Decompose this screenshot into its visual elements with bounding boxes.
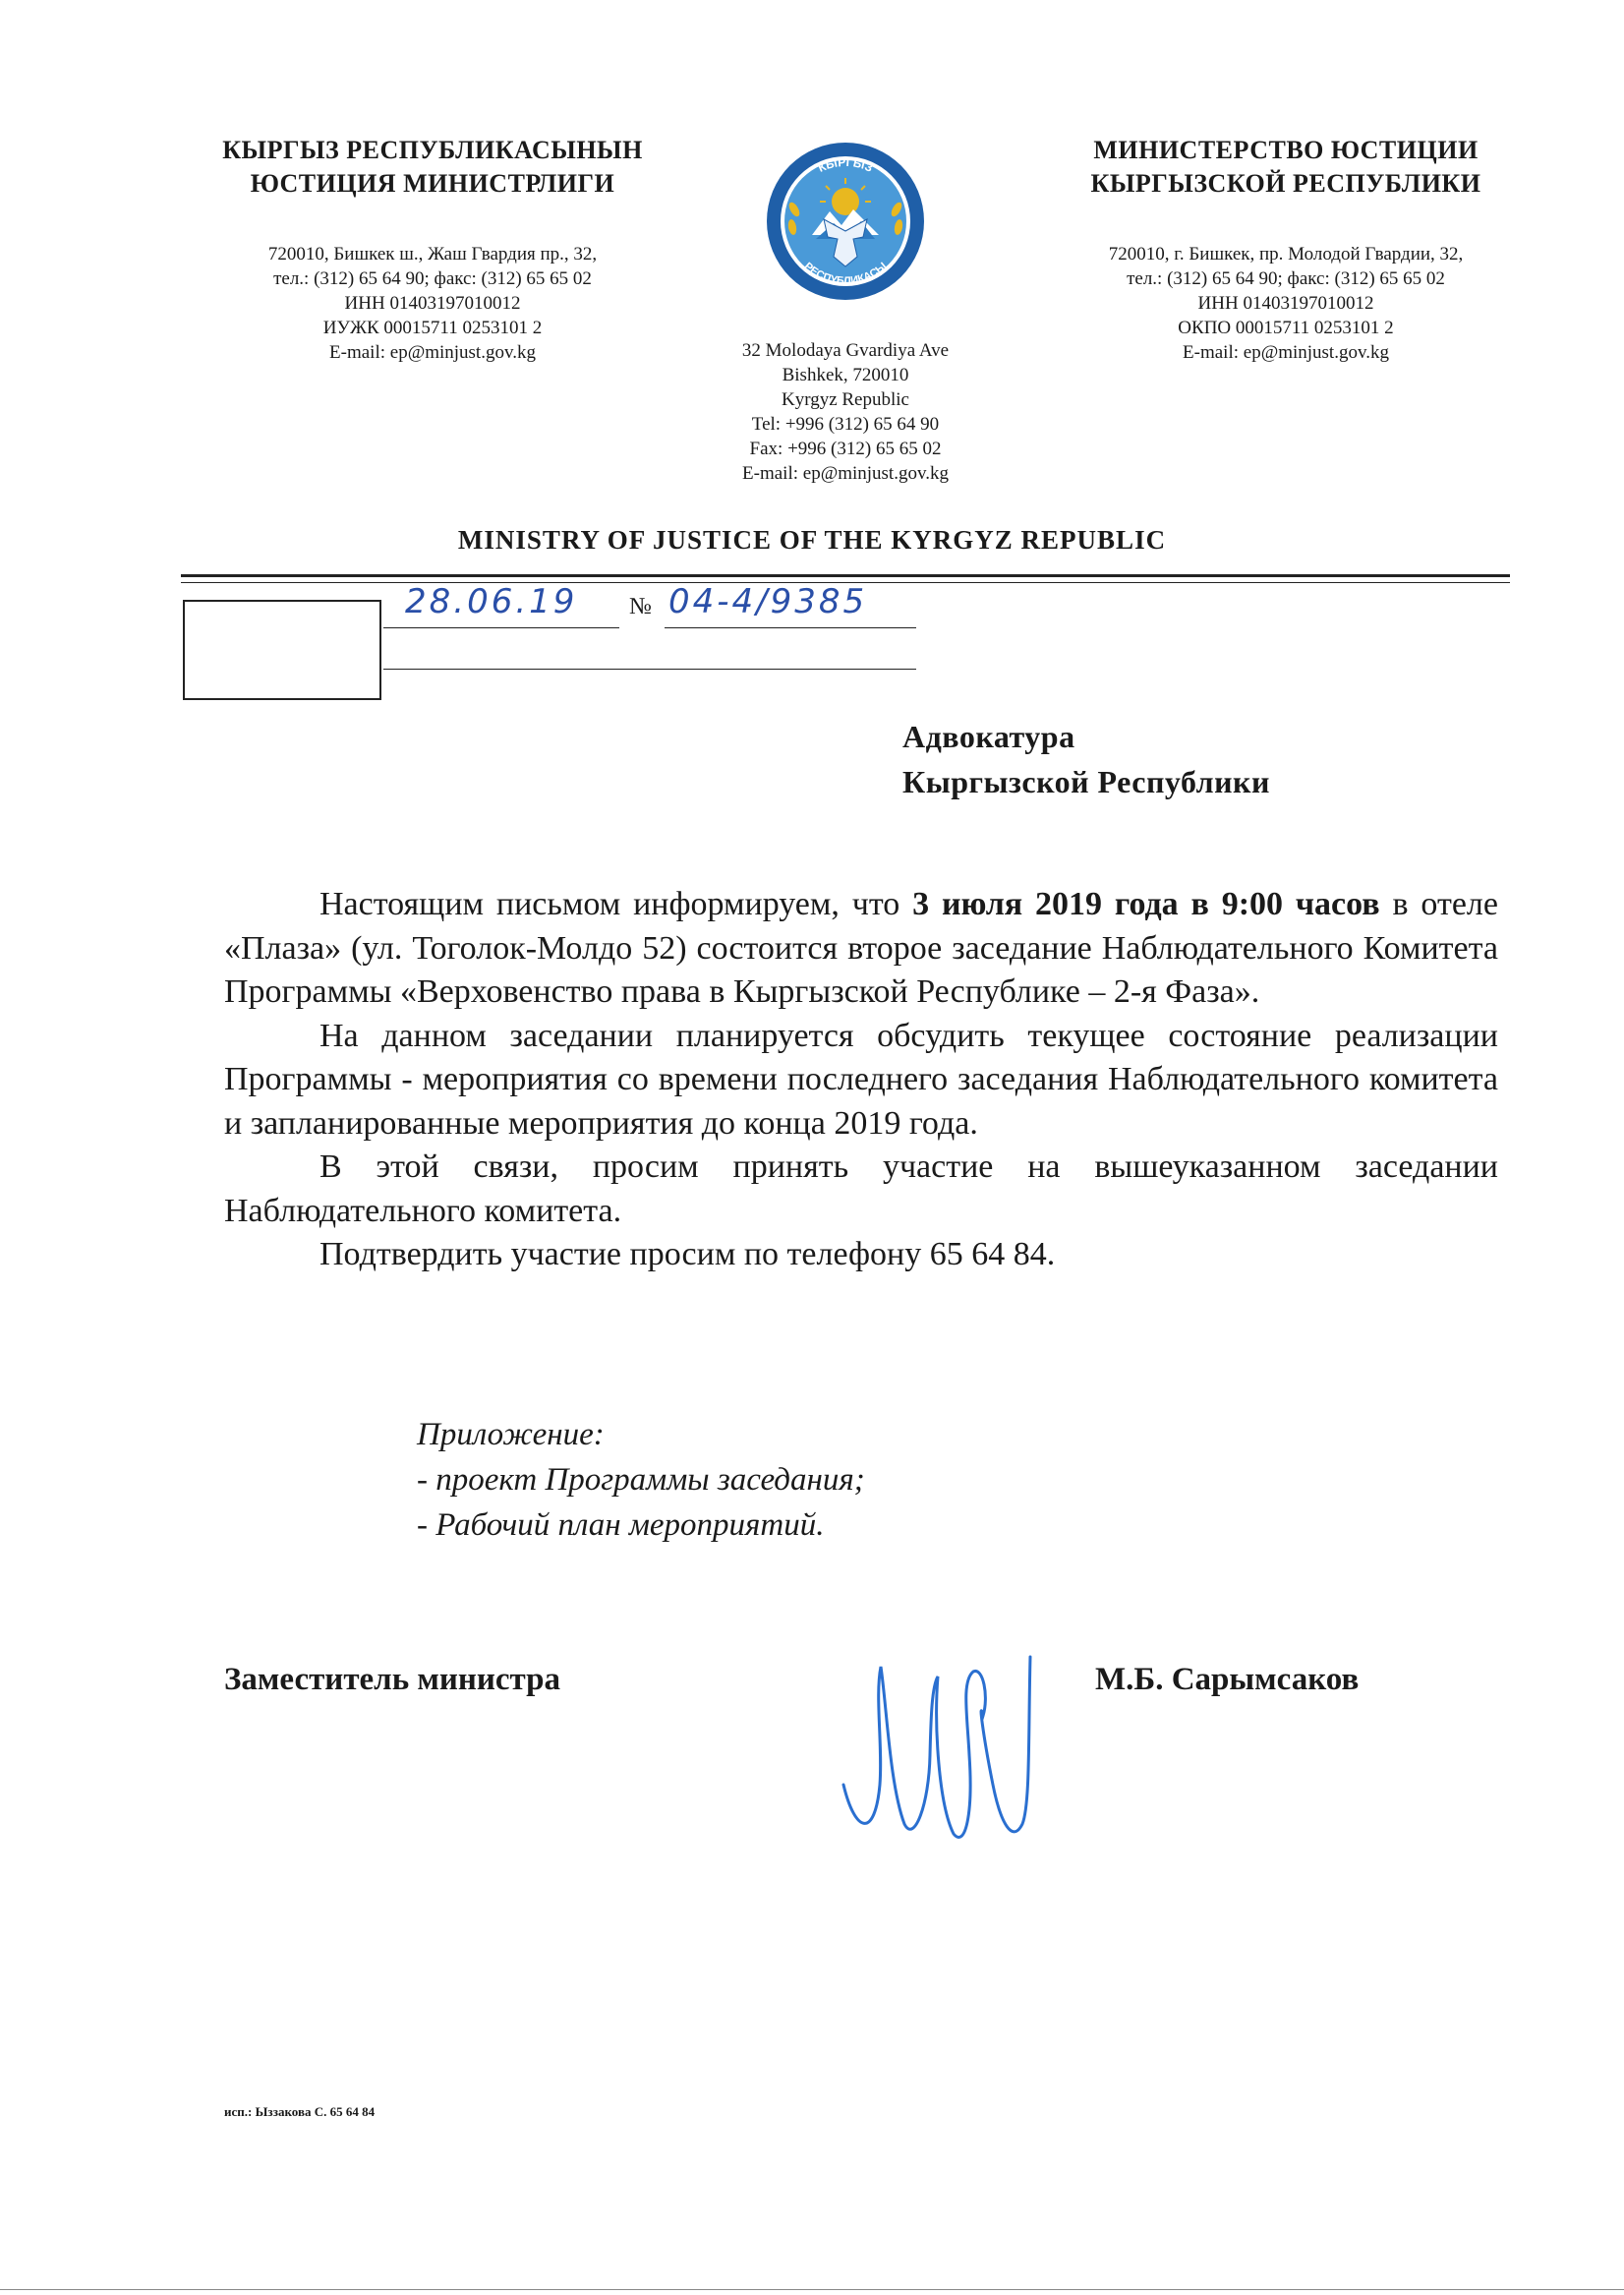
body-paragraph-3: В этой связи, просим принять участие на вышеуказанном заседании Наблюдательного комитета. [224,1148,1498,1229]
registration-date-line [383,627,619,628]
body-text: Настоящим письмом информируем, что [319,886,913,922]
attachments-heading: Приложение: [417,1417,605,1452]
registration-number-line [665,627,916,628]
attachment-item: - Рабочий план мероприятий. [417,1507,825,1543]
emblem-text-bottom: РЕСПУБЛИКАСЫ [801,260,890,288]
header-kyrgyz-title-line2: ЮСТИЦИЯ МИНИСТРЛИГИ [250,169,615,198]
address-line: ИУЖК 00015711 0253101 2 [322,318,543,338]
handwritten-signature-icon [836,1637,1062,1849]
address-line: 720010, г. Бишкек, пр. Молодой Гвардии, 32, [1108,244,1464,265]
address-line: Bishkek, 720010 [782,365,909,385]
header-russian [1011,134,1561,365]
signer-name: М.Б. Сарымсаков [1095,1662,1360,1697]
body-text: в отеле «Плаза» (ул. Тоголок-Молдо 52) состоится второе заседание Наблюдательного Комитета Программы «Верховенство права в Кыргызской Республике – 2-я Фаза». [224,886,1498,1010]
header-russian-title-line2: КЫРГЫЗСКОЙ РЕСПУБЛИКИ [1090,169,1481,198]
header-kyrgyz-title-line1: КЫРГЫЗ РЕСПУБЛИКАСЫНЫН [222,136,643,164]
address-line: ИНН 01403197010012 [344,293,521,314]
body-paragraph-2: На данном заседании планируется обсудить текущее состояние реализации Программы - мероприятия со времени последнего заседания Наблюдательного комитета и запланированные мероприятия до конца 2019 года. [224,1017,1498,1142]
registration-reference-line [383,669,916,670]
recipient-line1: Адвокатура [902,719,1075,754]
page-bottom-edge [0,2289,1624,2290]
header-rule-thick [181,574,1510,577]
registration-stamp-box [183,600,381,700]
address-line: 720010, Бишкек ш., Жаш Гвардия пр., 32, [267,244,598,265]
kyrgyz-state-emblem-icon [765,141,926,302]
number-sign: № [629,594,652,619]
address-line: E-mail: ep@minjust.gov.kg [329,342,536,363]
header-russian-title-line1: МИНИСТЕРСТВО ЮСТИЦИИ [1093,136,1479,164]
header-kyrgyz-address [157,242,708,365]
recipient [902,714,1270,804]
emblem-text-top: КЫРГЫЗ [815,154,876,175]
header-english-address [678,338,1013,486]
header-russian-address [1011,242,1561,365]
attachment-item: - проект Программы заседания; [417,1462,865,1498]
recipient-line2: Кыргызской Республики [902,764,1270,799]
meeting-datetime: 3 июля 2019 года в 9:00 часов [912,886,1380,922]
body-paragraph-1 [224,883,1498,1015]
address-line: 32 Molodaya Gvardiya Ave [741,340,950,361]
address-line: Kyrgyz Republic [782,389,909,410]
body-paragraph-4: Подтвердить участие просим по телефону 65 64 84. [319,1236,1056,1272]
registration-number: 04-4/9385 [668,582,868,621]
header-kyrgyz [157,134,708,365]
registration-date: 28.06.19 [405,582,578,621]
address-line: E-mail: ep@minjust.gov.kg [1183,342,1389,363]
letter-body [224,883,1498,1277]
signer-position: Заместитель министра [224,1662,561,1697]
address-line: E-mail: ep@minjust.gov.kg [742,463,949,484]
attachments [417,1412,865,1548]
address-line: тел.: (312) 65 64 90; факс: (312) 65 65 02 [273,268,592,289]
executor-note: исп.: Ыззакова С. 65 64 84 [224,2104,376,2119]
address-line: ОКПО 00015711 0253101 2 [1178,318,1394,338]
address-line: Fax: +996 (312) 65 65 02 [749,439,942,459]
address-line: ИНН 01403197010012 [1197,293,1374,314]
address-line: Tel: +996 (312) 65 64 90 [751,414,940,435]
address-line: тел.: (312) 65 64 90; факс: (312) 65 65 02 [1127,268,1445,289]
ministry-name-english: MINISTRY OF JUSTICE OF THE KYRGYZ REPUBLIC [457,525,1167,555]
